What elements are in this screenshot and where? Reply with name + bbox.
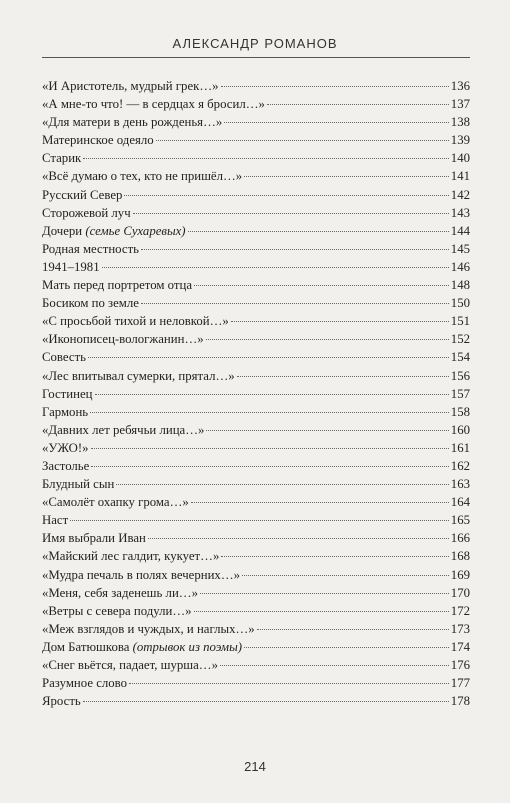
- dot-leader: [188, 231, 449, 232]
- toc-entry-title-text: «Лес впитывал сумерки, прятал…»: [42, 368, 235, 383]
- dot-leader: [133, 213, 449, 214]
- toc-entry-title: [42, 529, 146, 547]
- dot-leader: [257, 629, 449, 630]
- toc-entry-page: 152: [450, 332, 470, 347]
- toc-entry-page: 145: [450, 241, 470, 256]
- toc-entry-title: [42, 493, 189, 511]
- toc-entry-title-text: «Самолёт охапку грома…»: [42, 495, 189, 510]
- toc-entry-title-text: «И Аристотель, мудрый грек…»: [42, 79, 219, 93]
- toc-entry-title: [42, 620, 255, 638]
- toc-entry-title-text: Сторожевой луч: [42, 205, 131, 220]
- dot-leader: [200, 593, 449, 594]
- toc-entry-title: [42, 222, 186, 240]
- toc-entry-title: [42, 421, 204, 439]
- toc-entry: [42, 692, 470, 710]
- toc-entry: [42, 95, 470, 113]
- toc-entry-page: 173: [450, 621, 470, 636]
- toc-entry-title-text: Имя выбрали Иван: [42, 531, 146, 546]
- dot-leader: [141, 303, 449, 304]
- toc-entry: [42, 204, 470, 222]
- toc-entry-subtitle: (семье Сухаревых): [85, 223, 186, 238]
- toc-entry-title-text: «С просьбой тихой и неловкой…»: [42, 314, 229, 329]
- toc-entry: [42, 475, 470, 493]
- toc-entry-title-text: «Мудра печаль в полях вечерних…»: [42, 567, 241, 582]
- dot-leader: [102, 267, 449, 268]
- toc-entry-title-text: Наст: [42, 513, 69, 528]
- toc-entry: [42, 258, 470, 276]
- toc-entry-title: [42, 602, 192, 620]
- toc-entry-title: [42, 312, 229, 330]
- dot-leader: [141, 249, 449, 250]
- dot-leader: [231, 321, 449, 322]
- toc-entry: [42, 547, 470, 565]
- toc-entry-title-text: «Майский лес галдит, кукует…»: [42, 549, 220, 564]
- dot-leader: [237, 376, 449, 377]
- dot-leader: [156, 140, 449, 141]
- toc-entry-title-text: «Для матери в день рожденья…»: [42, 115, 223, 130]
- toc-entry-title: [42, 638, 242, 656]
- dot-leader: [244, 176, 449, 177]
- toc-entry: [42, 77, 470, 95]
- toc-entry-title-text: «Ветры с севера подули…»: [42, 603, 192, 618]
- toc-entry-title: [42, 95, 265, 113]
- dot-leader: [124, 195, 448, 196]
- toc-entry-title: [42, 674, 127, 692]
- toc-entry-title-text: «Меня, себя заденешь ли…»: [42, 585, 198, 600]
- dot-leader: [95, 394, 449, 395]
- dot-leader: [83, 701, 449, 702]
- toc-entry-page: 137: [450, 97, 470, 112]
- toc-entry-title: [42, 367, 235, 385]
- toc-entry: [42, 457, 470, 475]
- toc-entry: [42, 656, 470, 674]
- toc-entry-page: 165: [450, 513, 470, 528]
- toc-entry-title: [42, 186, 122, 204]
- toc-entry-title-text: «Снег вьётся, падает, шурша…»: [42, 658, 218, 672]
- toc-entry-title-text: Босиком по земле: [42, 296, 139, 311]
- dot-leader: [91, 466, 448, 467]
- dot-leader: [88, 357, 449, 358]
- toc-entry-page: 178: [450, 694, 470, 709]
- toc-entry: [42, 620, 470, 638]
- toc-entry-title-text: Дочери: [42, 223, 86, 238]
- toc-entry-title: [42, 149, 81, 167]
- toc-entry-title: [42, 113, 222, 131]
- toc-entry-title: [42, 584, 198, 602]
- dot-leader: [129, 683, 449, 684]
- dot-leader: [244, 647, 449, 648]
- toc-entry-title-text: 1941–1981: [42, 259, 100, 274]
- toc-entry-page: 170: [450, 585, 470, 600]
- toc-entry-title-text: «УЖО!»: [42, 440, 89, 455]
- toc-entry-page: 161: [450, 440, 470, 455]
- toc-entry: [42, 167, 470, 185]
- table-of-contents: [42, 77, 470, 710]
- toc-entry: [42, 638, 470, 656]
- toc-entry: [42, 312, 470, 330]
- toc-entry-title: [42, 475, 114, 493]
- toc-entry-title-text: Родная местность: [42, 241, 139, 256]
- toc-entry: [42, 421, 470, 439]
- toc-entry-title: [42, 511, 68, 529]
- dot-leader: [116, 484, 449, 485]
- toc-entry: [42, 131, 470, 149]
- toc-entry: [42, 186, 470, 204]
- toc-entry-title: [42, 385, 93, 403]
- toc-entry-page: 136: [450, 79, 470, 93]
- toc-entry: [42, 529, 470, 547]
- toc-entry-title-text: Материнское одеяло: [42, 133, 154, 148]
- toc-entry-title: [42, 258, 100, 276]
- toc-entry: [42, 330, 470, 348]
- toc-entry-page: 162: [450, 458, 470, 473]
- toc-entry-title: [42, 692, 81, 710]
- dot-leader: [148, 538, 449, 539]
- toc-entry-page: 172: [450, 603, 470, 618]
- toc-entry-subtitle: (отрывок из поэмы): [132, 639, 243, 654]
- header-rule: [42, 57, 470, 58]
- toc-entry-title-text: «А мне-то что! — в сердцах я бросил…»: [42, 97, 265, 112]
- toc-entry-title-text: Ярость: [42, 694, 81, 709]
- toc-entry-title-text: Разумное слово: [42, 676, 128, 691]
- toc-entry-title-text: «Всё думаю о тех, кто не пришёл…»: [42, 169, 243, 184]
- toc-entry-title: [42, 204, 131, 222]
- toc-entry: [42, 240, 470, 258]
- toc-entry-title-text: «Давних лет ребячьи лица…»: [42, 422, 205, 437]
- dot-leader: [90, 412, 449, 413]
- toc-entry-title: [42, 77, 219, 95]
- toc-entry: [42, 403, 470, 421]
- toc-entry: [42, 602, 470, 620]
- toc-entry-page: 168: [450, 549, 470, 564]
- toc-entry-page: 169: [450, 567, 470, 582]
- toc-entry-title: [42, 276, 192, 294]
- toc-entry: [42, 367, 470, 385]
- toc-entry-title-text: «Иконописец-вологжанин…»: [42, 332, 204, 347]
- toc-entry-title-text: Совесть: [42, 350, 87, 365]
- toc-entry: [42, 149, 470, 167]
- dot-leader: [91, 448, 449, 449]
- dot-leader: [224, 122, 449, 123]
- toc-entry-page: 150: [450, 296, 470, 311]
- toc-entry-title: [42, 167, 242, 185]
- toc-entry: [42, 439, 470, 457]
- dot-leader: [191, 502, 449, 503]
- dot-leader: [206, 430, 448, 431]
- toc-entry-page: 143: [450, 205, 470, 220]
- toc-entry-title: [42, 240, 139, 258]
- dot-leader: [194, 285, 449, 286]
- toc-entry-title-text: Русский Север: [42, 187, 123, 202]
- toc-entry-page: 144: [450, 223, 470, 238]
- toc-entry-page: 157: [450, 386, 470, 401]
- toc-entry-title: [42, 330, 204, 348]
- toc-entry: [42, 222, 470, 240]
- toc-entry-title: [42, 294, 139, 312]
- toc-entry-page: 146: [450, 259, 470, 274]
- dot-leader: [267, 104, 449, 105]
- toc-entry: [42, 113, 470, 131]
- dot-leader: [83, 158, 449, 159]
- toc-entry-title-text: Гармонь: [42, 404, 89, 419]
- toc-entry: [42, 511, 470, 529]
- toc-entry-title-text: Дом Батюшкова: [42, 639, 133, 654]
- toc-entry-page: 141: [450, 169, 470, 184]
- toc-entry: [42, 276, 470, 294]
- dot-leader: [220, 665, 449, 666]
- toc-entry-page: 140: [450, 151, 470, 166]
- toc-entry: [42, 674, 470, 692]
- toc-entry-page: 164: [450, 495, 470, 510]
- toc-entry-title: [42, 439, 89, 457]
- toc-entry-page: 177: [450, 676, 470, 691]
- toc-entry-title-text: Блудный сын: [42, 477, 115, 492]
- toc-entry-title-text: Старик: [42, 151, 82, 166]
- dot-leader: [221, 556, 448, 557]
- toc-entry-title-text: Застолье: [42, 458, 90, 473]
- toc-entry-page: 138: [450, 115, 470, 130]
- running-header: АЛЕКСАНДР РОМАНОВ: [172, 36, 338, 51]
- toc-entry-title: [42, 131, 154, 149]
- toc-entry-title-text: Гостинец: [42, 386, 93, 401]
- toc-entry-page: 163: [450, 477, 470, 492]
- toc-entry: [42, 584, 470, 602]
- toc-entry-page: 156: [450, 368, 470, 383]
- dot-leader: [242, 575, 449, 576]
- toc-entry-page: 174: [450, 639, 470, 654]
- toc-entry-title: [42, 457, 89, 475]
- toc-entry-page: 176: [450, 658, 470, 672]
- toc-entry-title: [42, 656, 218, 674]
- toc-entry-title: [42, 547, 219, 565]
- toc-entry-page: 160: [450, 422, 470, 437]
- toc-entry-page: 154: [450, 350, 470, 365]
- toc-entry-page: 151: [450, 314, 470, 329]
- toc-entry-title-text: «Меж взглядов и чуждых, и наглых…»: [42, 621, 255, 636]
- toc-entry-title: [42, 348, 86, 366]
- dot-leader: [70, 520, 449, 521]
- toc-entry: [42, 566, 470, 584]
- toc-entry: [42, 493, 470, 511]
- toc-entry: [42, 348, 470, 366]
- page-number: 214: [244, 759, 266, 774]
- toc-entry-title: [42, 566, 240, 584]
- dot-leader: [206, 339, 449, 340]
- toc-entry-page: 166: [450, 531, 470, 546]
- toc-entry-title: [42, 403, 88, 421]
- toc-entry-title-text: Мать перед портретом отца: [42, 278, 193, 293]
- toc-entry-page: 148: [450, 278, 470, 293]
- toc-entry-page: 142: [450, 187, 470, 202]
- dot-leader: [194, 611, 449, 612]
- toc-entry: [42, 294, 470, 312]
- toc-entry-page: 158: [450, 404, 470, 419]
- toc-entry-page: 139: [450, 133, 470, 148]
- toc-entry: [42, 385, 470, 403]
- dot-leader: [221, 86, 449, 87]
